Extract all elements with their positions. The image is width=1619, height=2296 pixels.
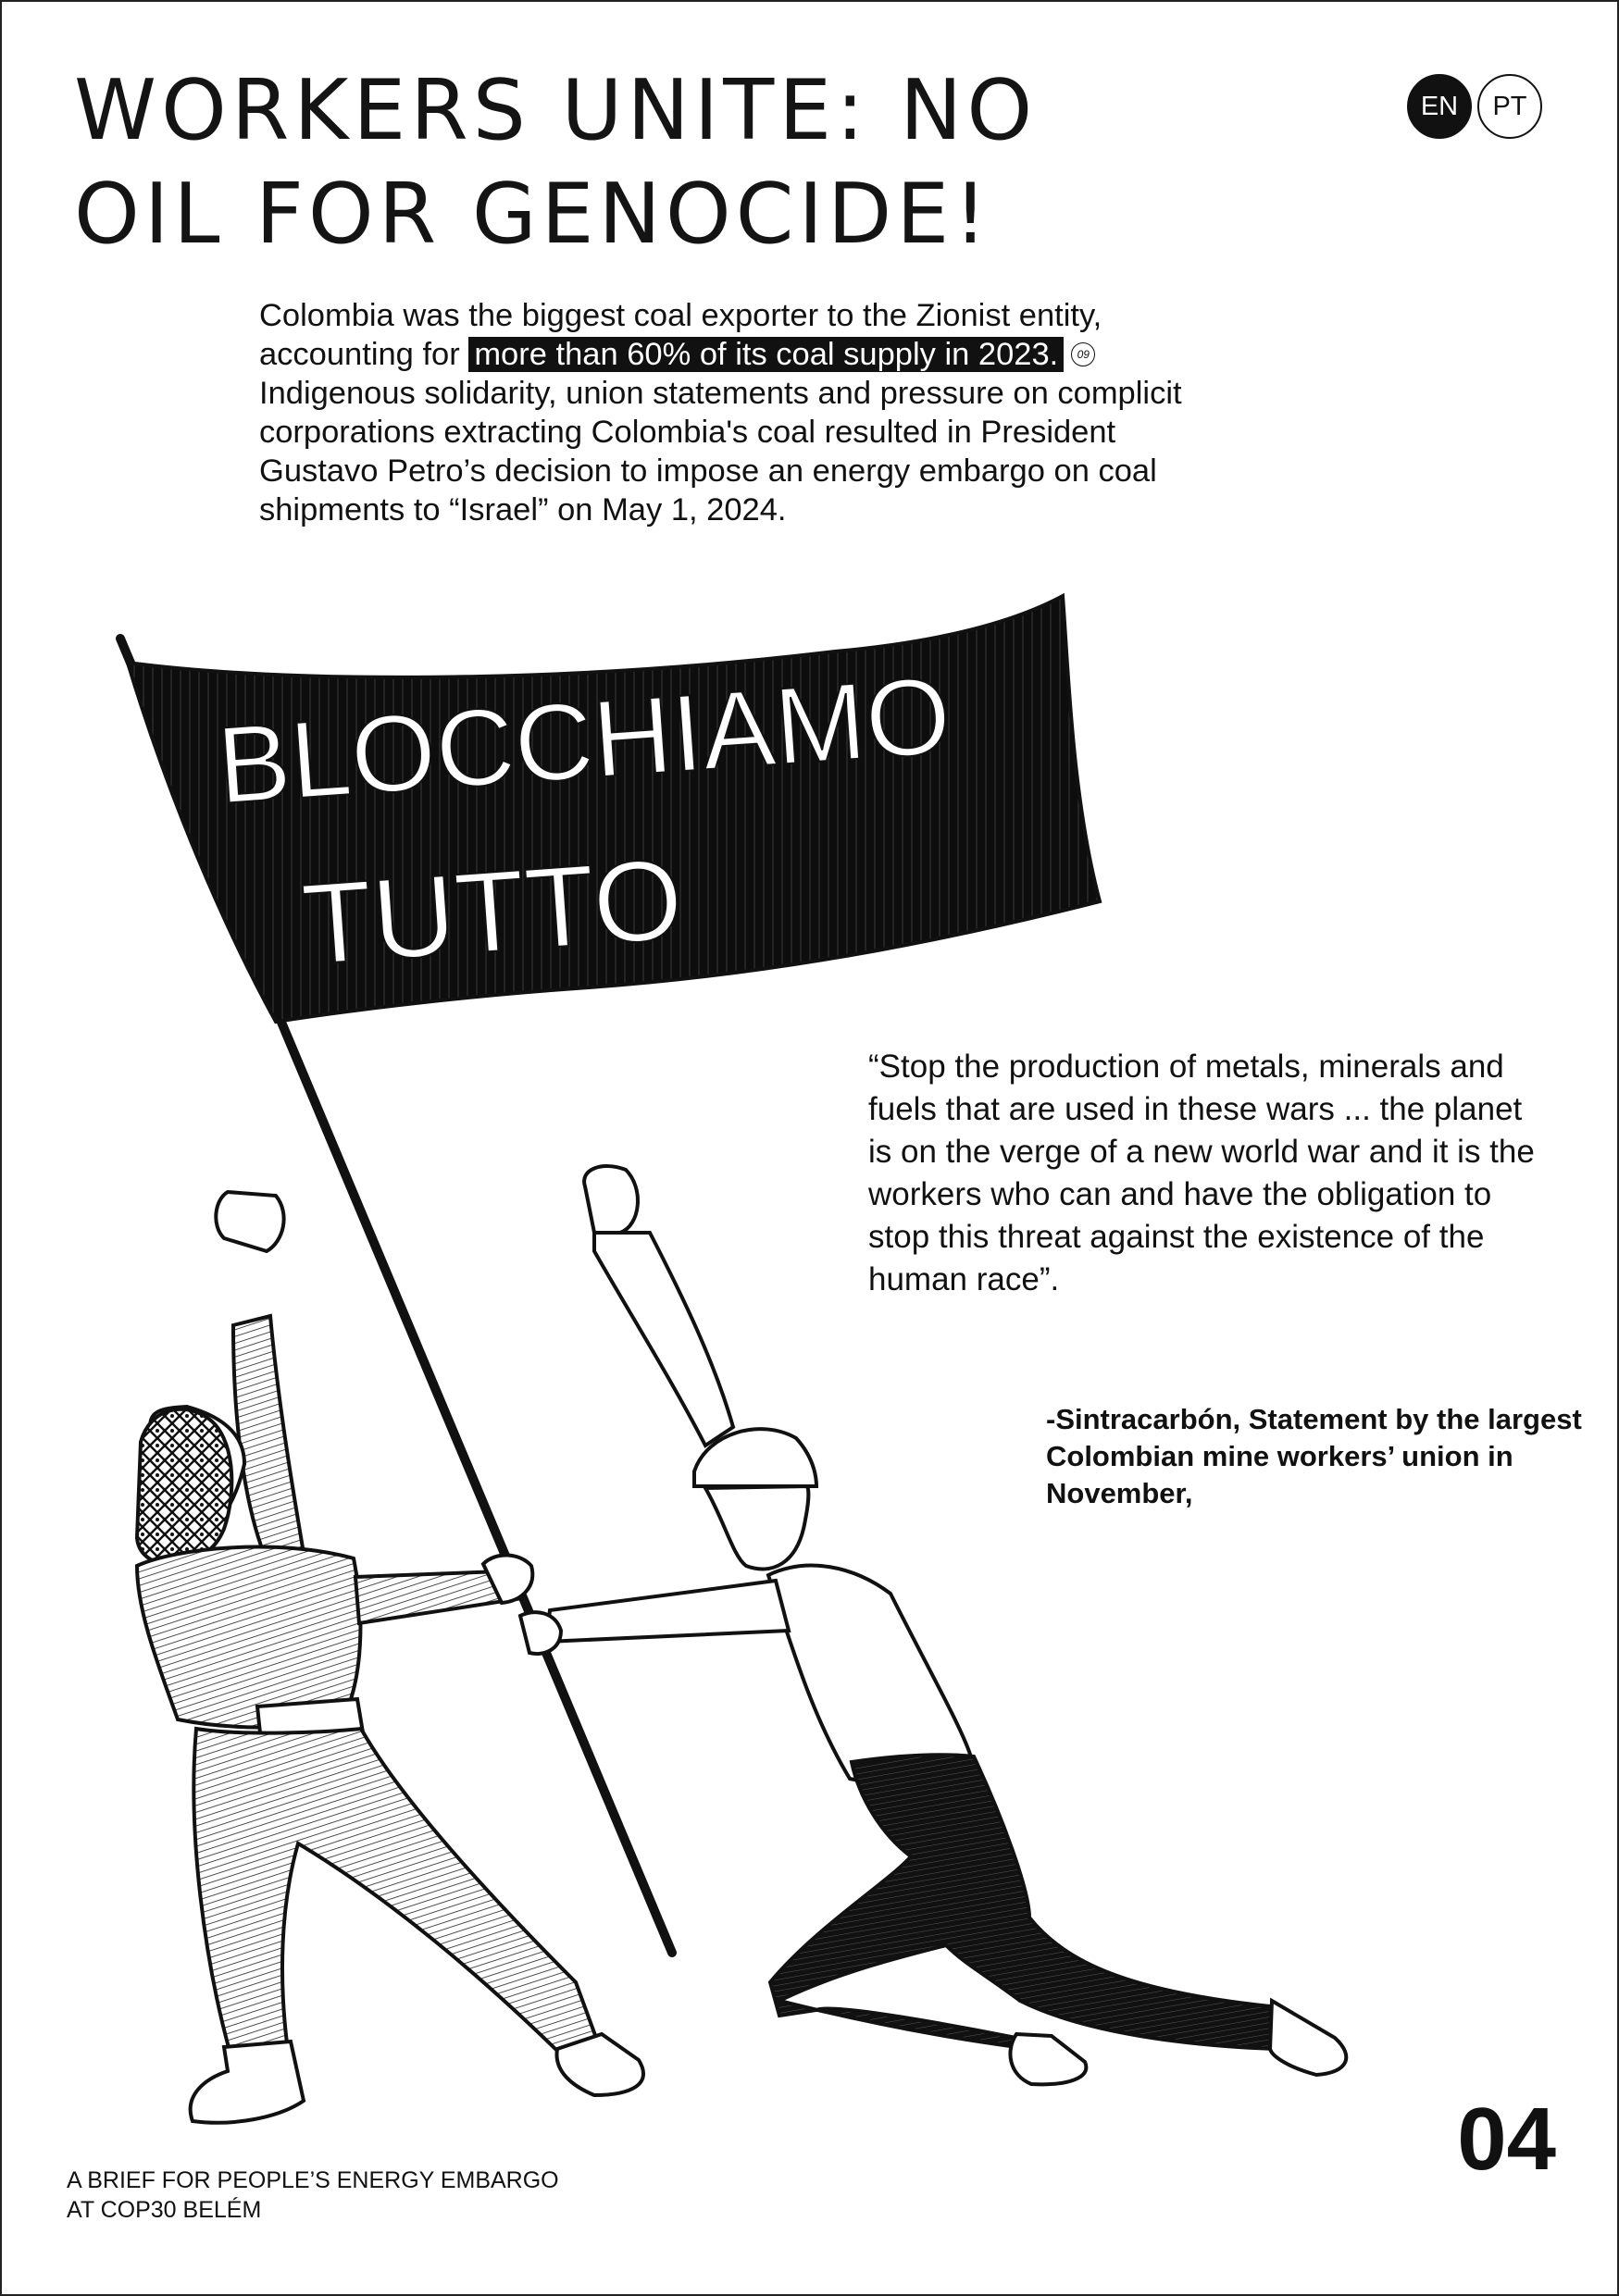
figure-right-worker <box>520 1166 1346 2084</box>
figure-left-worker <box>137 1192 643 2123</box>
title-line-1: WORKERS UNITE: NO <box>74 62 1038 159</box>
intro-text-after: Indigenous solidarity, union statements and pressure on complicit corporations extracting Colombia's coal resulted in President Gustavo Petro’s decision to impose an energy embargo on coal shipments to “Israel” on May 1, 2024. <box>259 376 1182 527</box>
language-pt-button[interactable]: PT <box>1477 74 1542 139</box>
intro-highlight: more than 60% of its coal supply in 2023. <box>468 337 1064 372</box>
title-line-2: OIL FOR GENOCIDE! <box>74 166 992 263</box>
worker-quote: “Stop the production of metals, minerals and fuels that are used in these wars ... the planet is on the verge of a new world war and it is the workers who can and have the obligation to stop this threat against the existence of the human race”. <box>868 1049 1535 1297</box>
quote-attribution: -Sintracarbón, Statement by the largest Colombian mine workers’ union in November, <box>1046 1403 1582 1509</box>
page-number: 04 <box>1457 2090 1556 2189</box>
flag-text-line-2: TUTTO <box>298 835 687 989</box>
footer-line-1: A BRIEF FOR PEOPLE’S ENERGY EMBARGO <box>67 2167 559 2193</box>
intro-text-before: Colombia was the biggest coal exporter to the Zionist entity, accounting for <box>259 298 1102 372</box>
footer-line-2: AT COP30 BELÉM <box>67 2197 262 2223</box>
flag-text-line-1: BLOCCHIAMO <box>213 653 955 827</box>
language-en-button[interactable]: EN <box>1407 74 1472 139</box>
footnote-marker[interactable]: 09 <box>1071 342 1095 366</box>
footer-caption <box>67 2166 659 2225</box>
